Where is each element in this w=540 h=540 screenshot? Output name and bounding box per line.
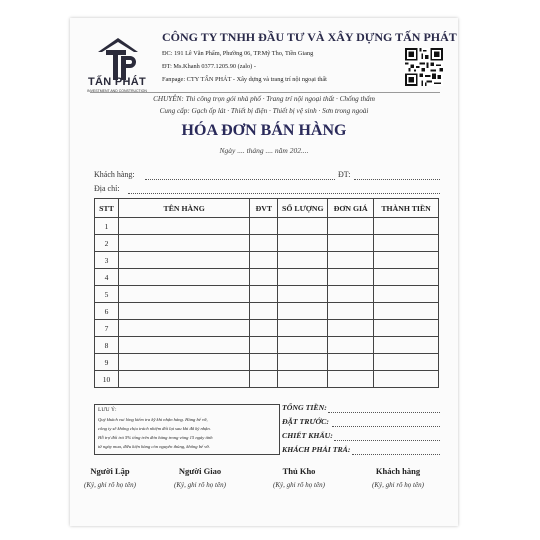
note-line: từ ngày mua, điều kiện hàng còn nguyên thùng, không bể vỡ. (98, 444, 210, 449)
cell[interactable] (328, 337, 374, 354)
column-header: ĐƠN GIÁ (328, 199, 374, 218)
column-header: THÀNH TIỀN (374, 199, 439, 218)
amount-due-label: KHÁCH PHẢI TRẢ: (282, 445, 351, 454)
table-row (95, 252, 439, 269)
cell[interactable] (374, 286, 439, 303)
cell[interactable] (328, 252, 374, 269)
table-row (95, 218, 439, 235)
row-number: 3 (95, 252, 119, 269)
cell[interactable] (278, 269, 328, 286)
table-row (95, 303, 439, 320)
cell[interactable] (118, 354, 249, 371)
phone-field-line[interactable] (354, 179, 440, 180)
cell[interactable] (328, 371, 374, 388)
logo-subtext: INVESTMENT AND CONSTRUCTION (87, 89, 147, 93)
column-header: TÊN HÀNG (118, 199, 249, 218)
cell[interactable] (328, 354, 374, 371)
table-row (95, 354, 439, 371)
cell[interactable] (118, 371, 249, 388)
cell[interactable] (278, 303, 328, 320)
table-row (95, 286, 439, 303)
cell[interactable] (374, 320, 439, 337)
table-row (95, 337, 439, 354)
cell[interactable] (278, 235, 328, 252)
cell[interactable] (250, 218, 278, 235)
deposit-field-line[interactable] (332, 426, 440, 427)
column-header: ĐVT (250, 199, 278, 218)
cell[interactable] (278, 371, 328, 388)
cell[interactable] (374, 252, 439, 269)
cell[interactable] (118, 218, 249, 235)
discount-label: CHIẾT KHẤU: (282, 431, 333, 440)
cell[interactable] (118, 286, 249, 303)
cell[interactable] (250, 252, 278, 269)
cell[interactable] (374, 303, 439, 320)
cell[interactable] (250, 320, 278, 337)
cell[interactable] (328, 218, 374, 235)
cell[interactable] (328, 235, 374, 252)
invoice-sheet (70, 18, 458, 526)
note-box (94, 404, 280, 455)
address-field-line[interactable] (128, 193, 440, 194)
row-number: 1 (95, 218, 119, 235)
cell[interactable] (278, 286, 328, 303)
company-address: ĐC: 191 Lê Văn Phẩm, Phường 06, TP.Mỹ Tho, Tiền Giang (162, 50, 314, 57)
row-number: 10 (95, 371, 119, 388)
signature-title-deliverer: Người Giao (178, 466, 222, 476)
items-table (94, 198, 439, 388)
cell[interactable] (118, 235, 249, 252)
invoice-date-line: Ngày .... tháng .... năm 202.... (219, 146, 309, 155)
table-header-row (95, 199, 439, 218)
deposit-label: ĐẶT TRƯỚC: (282, 417, 329, 426)
cell[interactable] (278, 354, 328, 371)
row-number: 2 (95, 235, 119, 252)
cell[interactable] (250, 286, 278, 303)
customer-field-line[interactable] (145, 179, 335, 180)
signature-note-customer: (Ký, ghi rõ họ tên) (372, 481, 424, 489)
cell[interactable] (328, 320, 374, 337)
table-row (95, 235, 439, 252)
signature-title-customer: Khách hàng (375, 466, 421, 476)
row-number: 7 (95, 320, 119, 337)
company-fanpage: Fanpage: CTY TẤN PHÁT - Xây dựng và trang trí nội ngoại thất (162, 76, 327, 83)
tagline-products: Cung cấp: Gạch ốp lát · Thiết bị điện · Thiết bị vệ sinh · Sơn trong ngoài (159, 107, 369, 115)
row-number: 9 (95, 354, 119, 371)
logo-text: TẤN PHÁT (87, 76, 146, 88)
note-title: LƯU Ý: (98, 407, 117, 413)
cell[interactable] (328, 286, 374, 303)
row-number: 6 (95, 303, 119, 320)
table-row (95, 320, 439, 337)
cell[interactable] (328, 269, 374, 286)
cell[interactable] (374, 269, 439, 286)
cell[interactable] (118, 252, 249, 269)
cell[interactable] (250, 337, 278, 354)
row-number: 4 (95, 269, 119, 286)
column-header: STT (95, 199, 119, 218)
row-number: 5 (95, 286, 119, 303)
total-label: TỔNG TIỀN: (282, 403, 327, 412)
header-divider (90, 92, 440, 93)
cell[interactable] (250, 354, 278, 371)
table-row (95, 269, 439, 286)
cell[interactable] (278, 218, 328, 235)
cell[interactable] (250, 371, 278, 388)
signature-title-warehouse: Thủ Kho (282, 466, 316, 476)
discount-field-line[interactable] (334, 440, 440, 441)
cell[interactable] (374, 354, 439, 371)
cell[interactable] (118, 320, 249, 337)
signature-note-deliverer: (Ký, ghi rõ họ tên) (174, 481, 226, 489)
cell[interactable] (374, 337, 439, 354)
column-header: SỐ LƯỢNG (278, 199, 328, 218)
cell[interactable] (118, 337, 249, 354)
note-line: Quý khách vui lòng kiểm tra kỹ khi nhận hàng. Hàng bể vỡ, (98, 417, 208, 422)
cell[interactable] (328, 303, 374, 320)
row-number: 8 (95, 337, 119, 354)
signature-title-creator: Người Lập (90, 466, 130, 476)
tagline-services: CHUYÊN: Thi công trọn gói nhà phố · Trang trí nội ngoại thất · Chống thấm (153, 95, 375, 103)
cell[interactable] (118, 269, 249, 286)
note-line: Hỗ trợ đổi trả 5% tổng trên đơn hàng trong vòng 15 ngày tính (98, 435, 213, 440)
total-field-line[interactable] (328, 412, 440, 413)
amount-due-field-line[interactable] (352, 454, 440, 455)
cell[interactable] (374, 235, 439, 252)
cell[interactable] (250, 269, 278, 286)
cell[interactable] (250, 303, 278, 320)
cell[interactable] (278, 320, 328, 337)
company-phone: ĐT: Ms.Khanh 0377.1205.90 (zalo) - (162, 63, 256, 70)
signature-note-warehouse: (Ký, ghi rõ họ tên) (273, 481, 325, 489)
company-name: CÔNG TY TNHH ĐẦU TƯ VÀ XÂY DỰNG TẤN PHÁT (162, 30, 457, 44)
signature-note-creator: (Ký, ghi rõ họ tên) (84, 481, 136, 489)
cell[interactable] (250, 235, 278, 252)
table-row (95, 371, 439, 388)
cell[interactable] (374, 218, 439, 235)
invoice-title: HÓA ĐƠN BÁN HÀNG (181, 122, 347, 139)
cell[interactable] (118, 303, 249, 320)
cell[interactable] (278, 252, 328, 269)
note-line: công ty sẽ không chịu trách nhiệm đổi lại sau khi đã ký nhận. (98, 426, 211, 431)
phone-label: ĐT: (338, 170, 351, 179)
cell[interactable] (278, 337, 328, 354)
cell[interactable] (374, 371, 439, 388)
address-label: Địa chỉ: (94, 184, 120, 193)
customer-label: Khách hàng: (94, 170, 135, 179)
qr-code-icon (405, 48, 443, 86)
